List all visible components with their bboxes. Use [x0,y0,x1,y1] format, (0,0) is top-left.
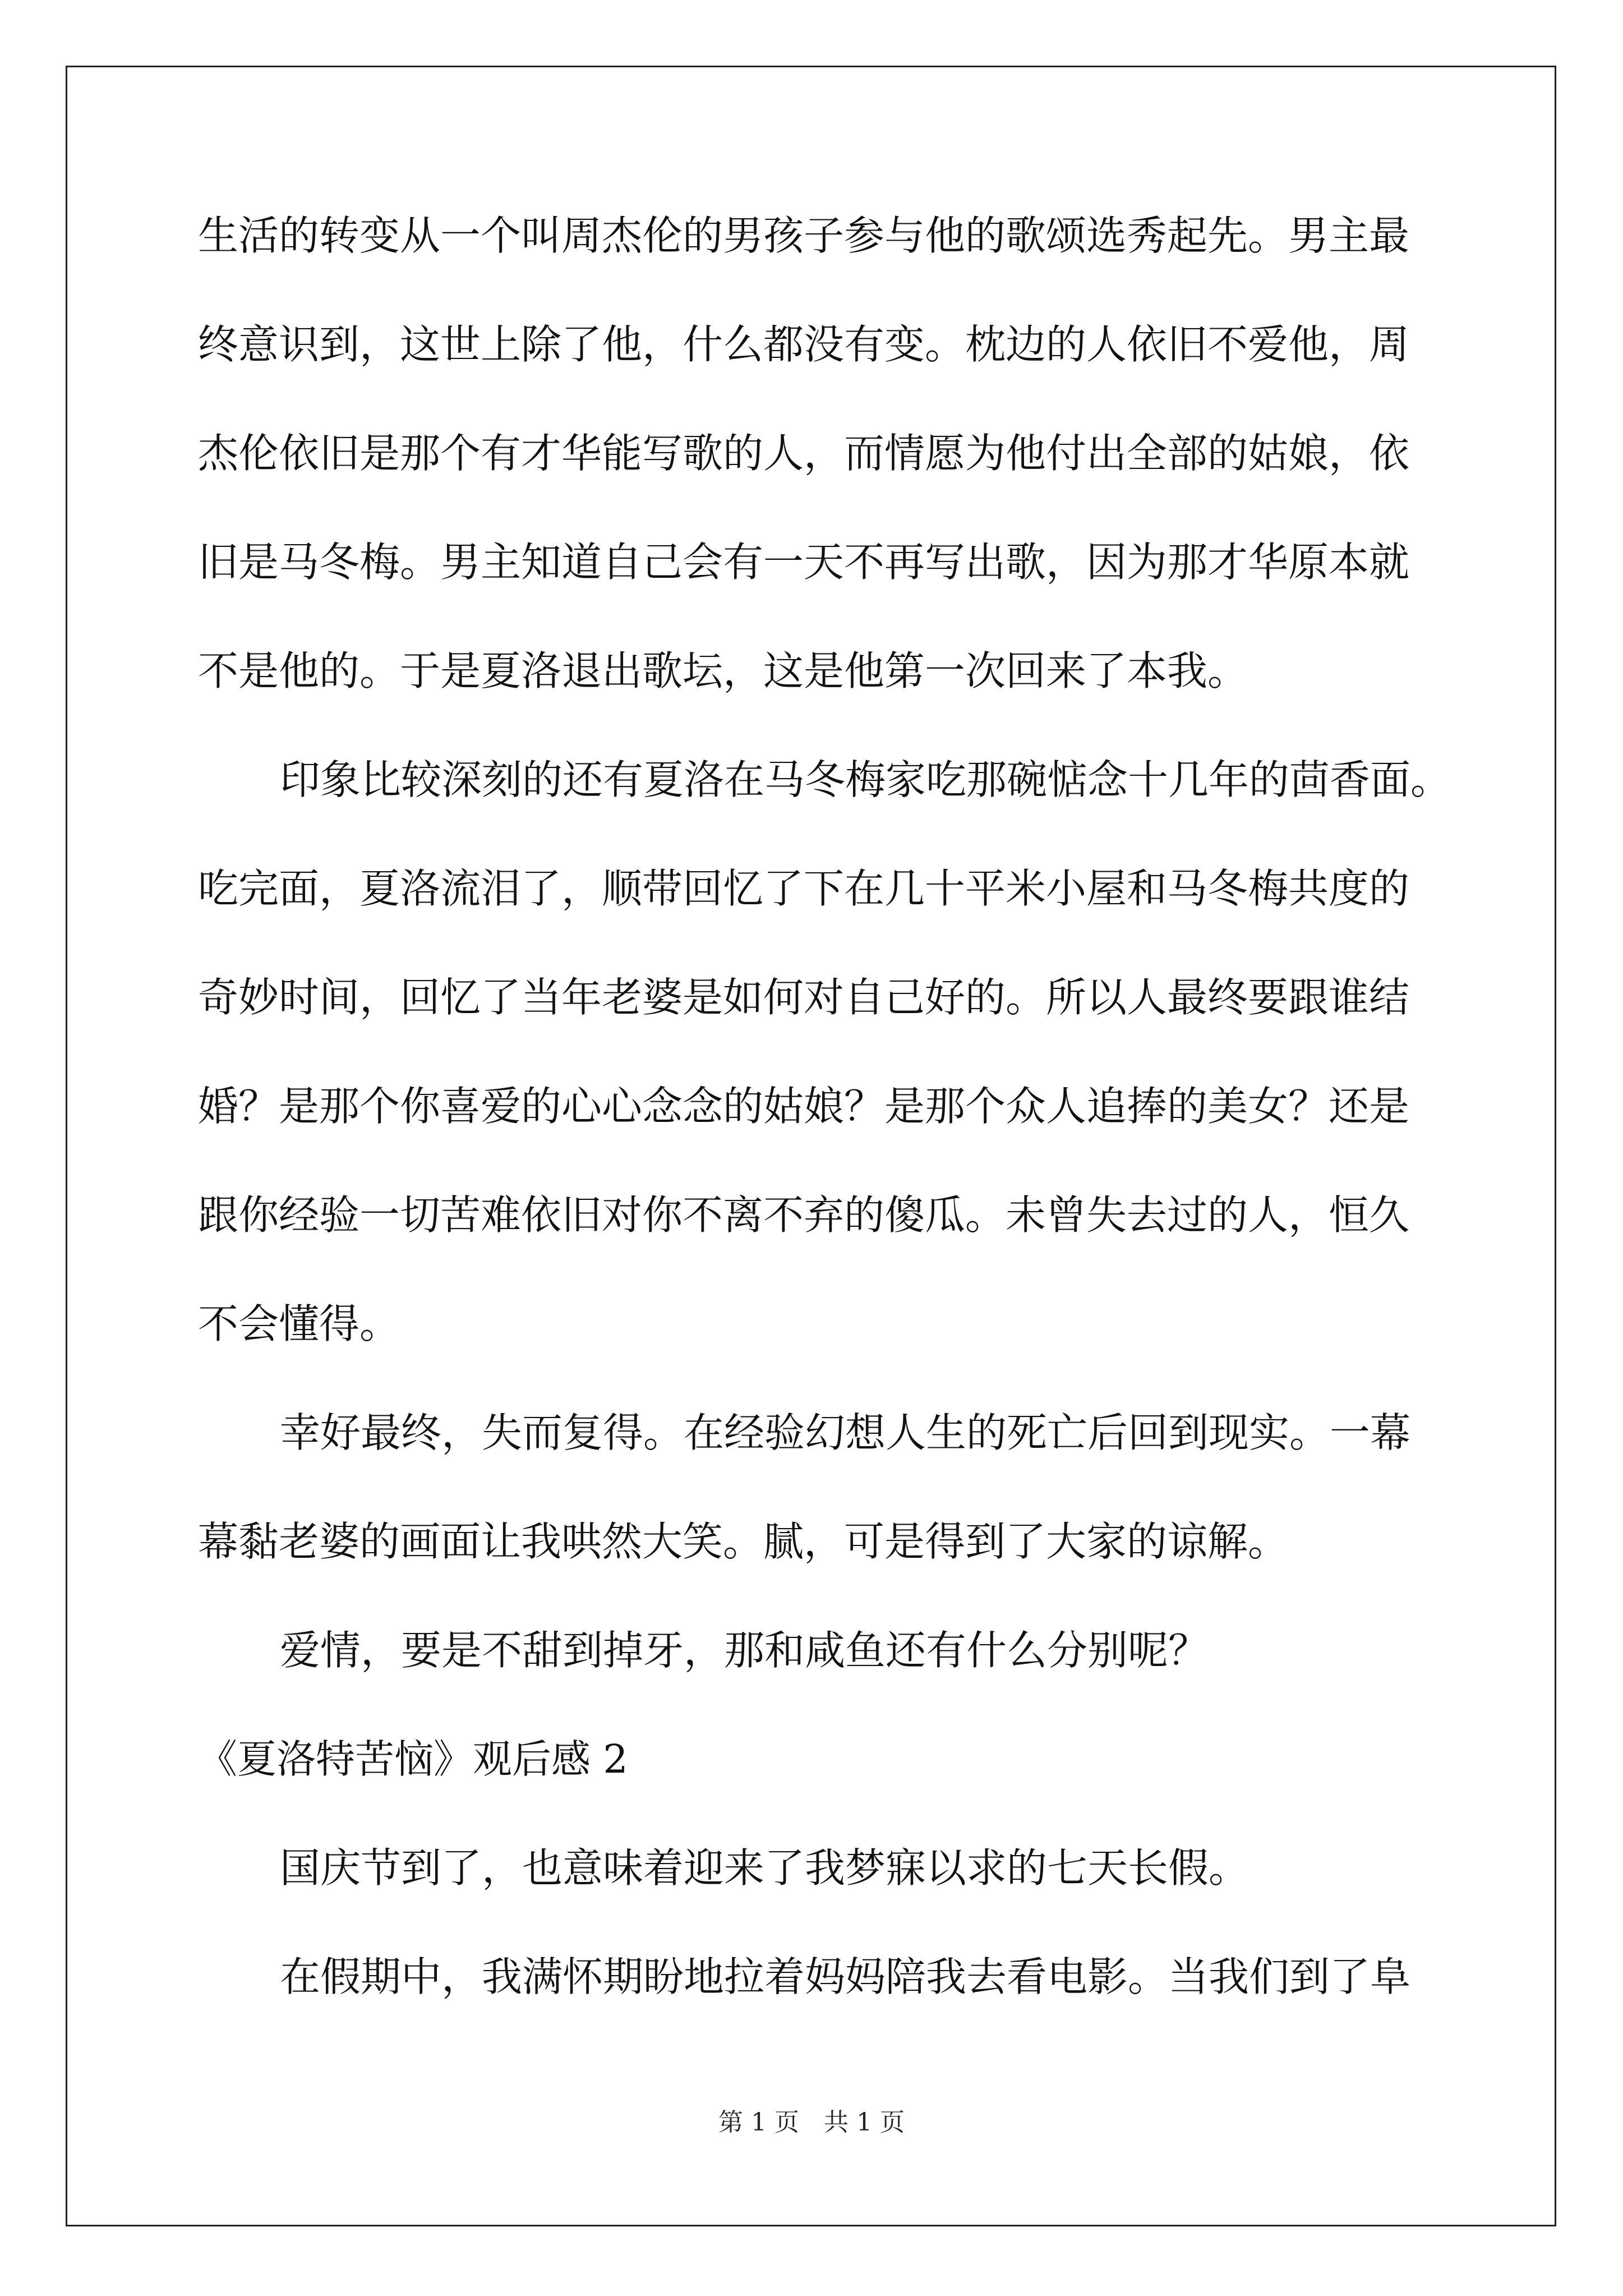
paragraph-line: 在假期中，我满怀期盼地拉着妈妈陪我去看电影。当我们到了阜 [280,1953,1411,2000]
paragraph-line: 幸好最终，失而复得。在经验幻想人生的死亡后回到现实。一幕 [280,1409,1411,1456]
paragraph-line: 旧是马冬梅。男主知道自己会有一天不再写出歌，因为那才华原本就 [198,539,1410,586]
paragraph-line: 国庆节到了，也意味着迎来了我梦寐以求的七天长假。 [280,1844,1249,1892]
section-heading: 《夏洛特苦恼》观后感 2 [198,1736,628,1782]
paragraph-line: 不是他的。于是夏洛退出歌坛，这是他第一次回来了本我。 [198,647,1248,694]
document-body [198,208,1482,2058]
paragraph-line: 终意识到，这世上除了他，什么都没有变。枕边的人依旧不爱他，周 [198,321,1410,368]
paragraph-line: 奇妙时间，回忆了当年老婆是如何对自己好的。所以人最终要跟谁结 [198,974,1410,1021]
page-footer: 第 1 页 共 1 页 [718,2108,905,2137]
paragraph-line: 吃完面，夏洛流泪了，顺带回忆了下在几十平米小屋和马冬梅共度的 [198,865,1410,912]
paragraph-line: 杰伦依旧是那个有才华能写歌的人，而情愿为他付出全部的姑娘，依 [198,430,1410,477]
paragraph-line: 跟你经验一切苦难依旧对你不离不弃的傻瓜。未曾失去过的人，恒久 [198,1191,1410,1239]
paragraph-line: 婚？是那个你喜爱的心心念念的姑娘？是那个众人追捧的美女？还是 [198,1083,1410,1130]
paragraph-line: 幕黏老婆的画面让我哄然大笑。腻，可是得到了大家的谅解。 [198,1518,1289,1565]
paragraph-line: 爱情，要是不甜到掉牙，那和咸鱼还有什么分别呢？ [280,1627,1209,1674]
paragraph-line: 印象比较深刻的还有夏洛在马冬梅家吃那碗惦念十几年的茴香面。 [280,756,1451,803]
paragraph-line: 生活的转变从一个叫周杰伦的男孩子参与他的歌颂选秀起先。男主最 [198,212,1410,259]
paragraph-line: 不会懂得。 [198,1300,400,1347]
